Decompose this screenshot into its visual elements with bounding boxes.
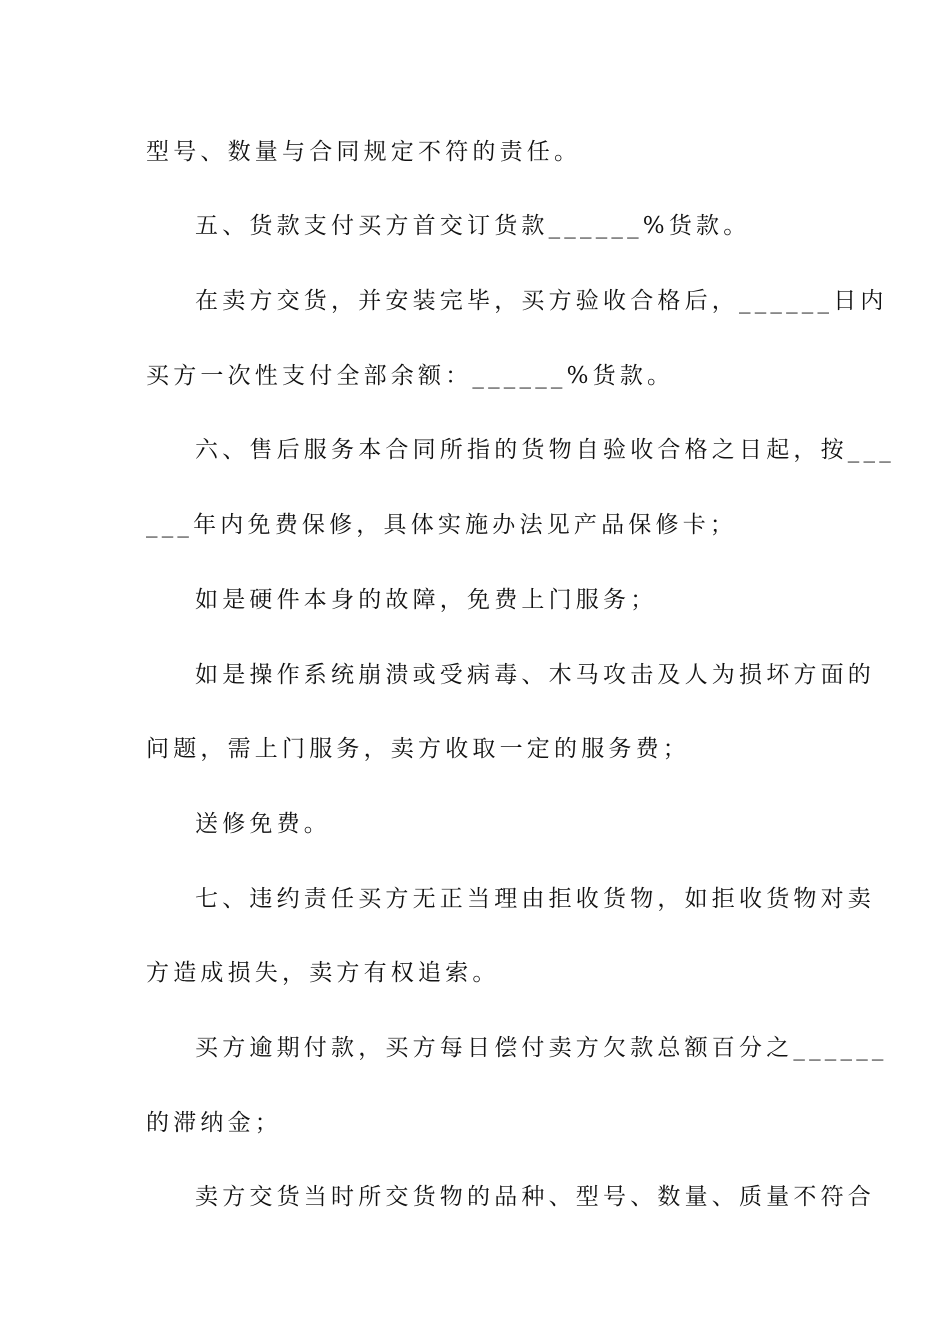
text-line-9: 问题，需上门服务，卖方收取一定的服务费； <box>146 736 690 762</box>
text-line-10: 送修免费。 <box>195 811 331 837</box>
text-line-8: 如是操作系统崩溃或受病毒、木马攻击及人为损坏方面的 <box>195 662 875 688</box>
text-line-3: 在卖方交货，并安装完毕，买方验收合格后，______日内 <box>195 288 888 314</box>
text-line-1: 型号、数量与合同规定不符的责任。 <box>146 139 582 165</box>
text-line-2: 五、货款支付买方首交订货款______%货款。 <box>195 213 751 239</box>
text-line-12: 方造成损失，卖方有权追索。 <box>146 960 500 986</box>
text-line-14: 的滞纳金； <box>146 1110 282 1136</box>
text-line-11: 七、违约责任买方无正当理由拒收货物，如拒收货物对卖 <box>195 886 875 912</box>
text-line-5: 六、售后服务本合同所指的货物自验收合格之日起，按___ <box>195 437 895 463</box>
text-line-15: 卖方交货当时所交货物的品种、型号、数量、质量不符合 <box>195 1184 875 1210</box>
text-line-6: ___年内免费保修，具体实施办法见产品保修卡； <box>146 512 738 538</box>
text-line-13: 买方逾期付款，买方每日偿付卖方欠款总额百分之______ <box>195 1035 888 1061</box>
text-line-4: 买方一次性支付全部余额：______%货款。 <box>146 363 675 389</box>
text-line-7: 如是硬件本身的故障，免费上门服务； <box>195 587 658 613</box>
